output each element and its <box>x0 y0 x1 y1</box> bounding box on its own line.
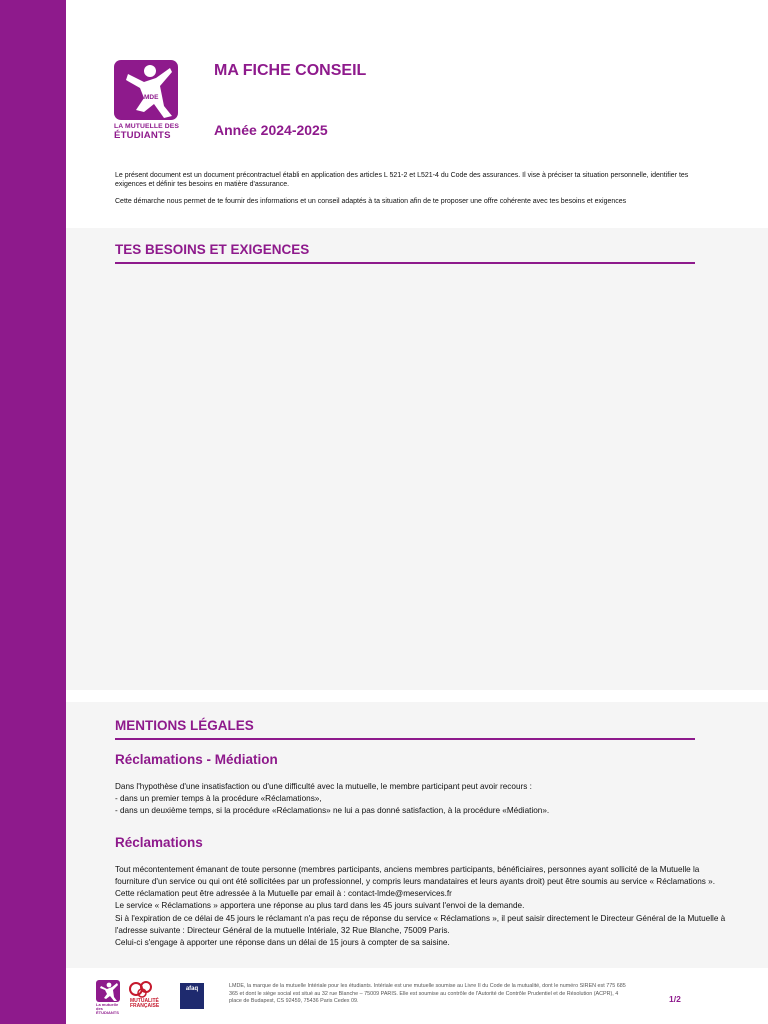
claims-line: Si à l'expiration de ce délai de 45 jours le réclamant n'a pas reçu de réponse du service « Réclamations », il peut saisir directement le Directeur Général de la Mutuelle à l'adresse suivante : Directeur Général de la mutuelle Intériale, 32 Rue Blanche, 75009 Paris. <box>115 913 726 935</box>
afaq-label: afaq <box>185 986 199 992</box>
lmde-logo-badge <box>114 60 178 120</box>
student-figure-icon <box>114 60 178 120</box>
document-year: Année 2024-2025 <box>214 122 328 138</box>
claims-email-line: Cette réclamation peut être adressée à la Mutuelle par email à : contact-lmde@meservices.fr <box>115 889 452 899</box>
page-number: 1/2 <box>669 994 681 1004</box>
footer-legal-text: LMDE, la marque de la mutuelle Intériale pour les étudiants. Intériale est une mutuelle soumise au Livre II du Code de la mutualité, dont le numéro SIREN est 775 685 365 et dont le siège social est situé au 32 rue Blanche – 75009 PARIS. Elle est soumise au contrôle de l'Autorité de Contrôle Prudentiel et de Résolution (ACPR), 4 place de Budapest, CS 92459, 75436 Paris Cedex 09. <box>229 983 626 1005</box>
mutualite-francaise-text <box>130 999 159 1009</box>
mediation-line: Dans l'hypothèse d'une insatisfaction ou d'une difficulté avec la mutuelle, le membre participant peut avoir recours : <box>115 782 532 791</box>
mf-line-2: FRANÇAISE <box>130 1003 160 1009</box>
mediation-text <box>115 781 727 817</box>
logo-line-2: ÉTUDIANTS <box>114 129 171 141</box>
intro-paragraph-2: Cette démarche nous permet de te fournir des informations et un conseil adaptés à ta situation afin de te proposer une offre cohérente avec tes besoins et exigences <box>115 198 627 206</box>
mf-line-1: MUTUALITÉ <box>130 998 159 1004</box>
needs-section-rule <box>115 262 695 264</box>
mediation-line: - dans un deuxième temps, si la procédure «Réclamations» ne lui a pas donné satisfaction, à la procédure «Médiation». <box>115 806 550 816</box>
afaq-logo <box>180 983 204 1009</box>
claims-text <box>115 864 727 949</box>
footer-logos <box>96 980 216 1015</box>
needs-section-title: TES BESOINS ET EXIGENCES <box>115 242 310 257</box>
lmde-logo-text <box>114 124 182 140</box>
mutualite-francaise-emblem-icon <box>126 980 172 998</box>
claims-subtitle: Réclamations <box>115 835 203 850</box>
needs-panel <box>66 228 768 690</box>
logo-line-1: LA MUTUELLE DES <box>114 123 180 130</box>
mediation-line: - dans un premier temps à la procédure «Réclamations», <box>115 794 322 804</box>
footer-lmde-text: La mutuelle des ÉTUDIANTS <box>96 1002 119 1015</box>
mutualite-francaise-logo <box>126 980 172 1012</box>
legal-section-rule <box>115 738 695 740</box>
left-accent-bar <box>0 0 66 1024</box>
intro-text <box>115 171 715 214</box>
footer-lmde-logo <box>96 980 120 1002</box>
document-title: MA FICHE CONSEIL <box>214 62 367 79</box>
intro-paragraph-1: Le présent document est un document précontractuel établi en application des articles L 521-2 et L521-4 du Code des assurances. Il vise à préciser ta situation personnelle, identifier tes exigences et définir tes besoins en matière d'assurance. <box>115 172 689 189</box>
mediation-subtitle: Réclamations - Médiation <box>115 752 278 767</box>
lmde-logo <box>114 60 182 140</box>
svg-text:LMDE: LMDE <box>140 94 159 101</box>
student-figure-icon <box>96 980 120 1002</box>
legal-section-title: MENTIONS LÉGALES <box>115 718 254 733</box>
claims-line: Tout mécontentement émanant de toute personne (membres participants, anciens membres participants, bénéficiaires, personnes ayant sollicité de la Mutuelle la fourniture d'un service ou qui ont été sollicitées par un professionnel, y compris leurs mandataires et leurs ayants droit) peut être soumis au service « Réclamations ». <box>115 865 716 887</box>
claims-line: Le service « Réclamations » apportera une réponse au plus tard dans les 45 jours suivant l'envoi de la demande. <box>115 901 525 911</box>
claims-line: Celui-ci s'engage à apporter une réponse dans un délai de 15 jours à compter de sa saisine. <box>115 937 450 947</box>
